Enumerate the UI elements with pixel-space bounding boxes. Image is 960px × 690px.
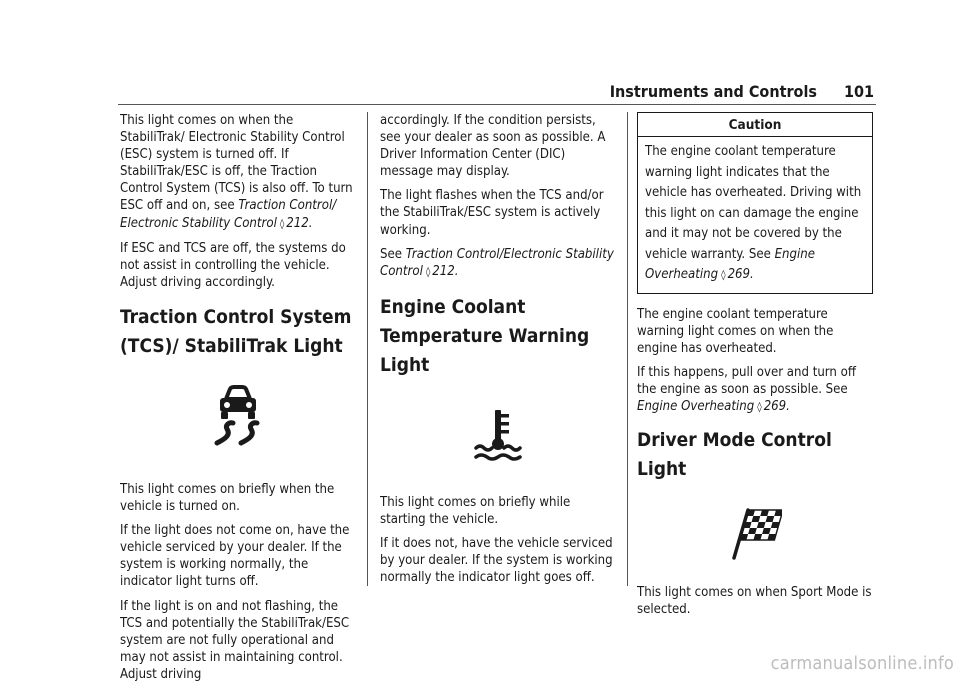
section-heading: Driver Mode Control Light bbox=[637, 429, 832, 481]
checkered-flag-icon bbox=[637, 504, 873, 562]
section-heading: Engine Coolant Temperature Warning Light bbox=[380, 295, 590, 376]
cross-reference[interactable]: Engine Overheating bbox=[637, 398, 755, 414]
paragraph: This light comes on when Sport Mode is selected. bbox=[637, 585, 872, 618]
page-ref-icon: ◊ bbox=[425, 266, 431, 278]
paragraph: If the light does not come on, have the vehicle serviced by your dealer. If the system is working normally, the indicator light turns off. bbox=[120, 523, 350, 590]
paragraph: This light comes on briefly when the vehicle is turned on. bbox=[120, 481, 335, 515]
page-ref-icon: ◊ bbox=[721, 270, 726, 281]
paragraph: See Traction Control/Electronic Stability Control ◊ 212. bbox=[380, 246, 616, 281]
cross-reference[interactable]: Engine Overheating bbox=[645, 246, 815, 282]
watermark: carmanualsonline.info bbox=[770, 653, 954, 674]
running-head bbox=[610, 82, 874, 101]
page-reference[interactable]: 212 bbox=[432, 263, 455, 279]
skidding-car-icon bbox=[120, 385, 356, 453]
page-number: 101 bbox=[843, 82, 874, 101]
caution-title: Caution bbox=[638, 116, 872, 137]
paragraph: If it does not, have the vehicle serviced by your dealer. If the system is working normally the indicator light goes off. bbox=[380, 536, 613, 586]
cross-reference[interactable]: Traction Control/Electronic Stability Control bbox=[380, 246, 614, 279]
column-1 bbox=[120, 112, 356, 690]
page-reference[interactable]: 269 bbox=[763, 398, 787, 414]
paragraph: The light flashes when the TCS and/or the StabiliTrak/ESC system is actively working. bbox=[380, 188, 604, 238]
paragraph: This light comes on when the StabiliTrak/ Electronic Stability Control (ESC) system is turned off. If StabiliTrak/ESC is off, the Traction Control System (TCS) is also off. To turn ESC off and on, see Traction Control/ Electronic Stability Control ◊ 212. bbox=[120, 112, 356, 233]
caution-box bbox=[637, 112, 873, 294]
caution-text: The engine coolant temperature warning light indicates that the vehicle has overheated. Driving with this light on can damage the engine and it may not be covered by the vehicle warranty. See Engine Overheating ◊ 269. bbox=[645, 142, 865, 287]
paragraph: accordingly. If the condition persists, see your dealer as soon as possible. A Driver Information Center (DIC) message may display. bbox=[380, 113, 606, 180]
paragraph: If this happens, pull over and turn off the engine as soon as possible. See Engine Overheating ◊ 269. bbox=[637, 364, 873, 416]
section-heading: Traction Control System (TCS)/ StabiliTrak Light bbox=[120, 305, 352, 357]
section-title: Instruments and Controls bbox=[609, 82, 817, 101]
coolant-temperature-icon bbox=[380, 408, 616, 464]
paragraph: If ESC and TCS are off, the systems do not assist in controlling the vehicle. Adjust driving accordingly. bbox=[120, 240, 346, 290]
page-reference[interactable]: 212 bbox=[286, 215, 309, 231]
header-rule bbox=[118, 104, 876, 105]
cross-reference[interactable]: Traction Control/ Electronic Stability Control bbox=[120, 198, 337, 231]
page-ref-icon: ◊ bbox=[757, 401, 762, 413]
paragraph: This light comes on briefly while starting the vehicle. bbox=[380, 494, 571, 527]
page-ref-icon: ◊ bbox=[279, 218, 285, 230]
column-divider bbox=[627, 112, 628, 586]
column-2 bbox=[380, 112, 616, 593]
column-3 bbox=[637, 112, 873, 625]
paragraph: The engine coolant temperature warning light comes on when the engine has overheated. bbox=[637, 306, 834, 356]
paragraph: If the light is on and not flashing, the TCS and potentially the StabiliTrak/ESC system are not fully operational and may not assist in maintaining control. Adjust driving bbox=[120, 598, 350, 682]
column-divider bbox=[367, 112, 368, 586]
page-reference[interactable]: 269 bbox=[727, 267, 751, 282]
